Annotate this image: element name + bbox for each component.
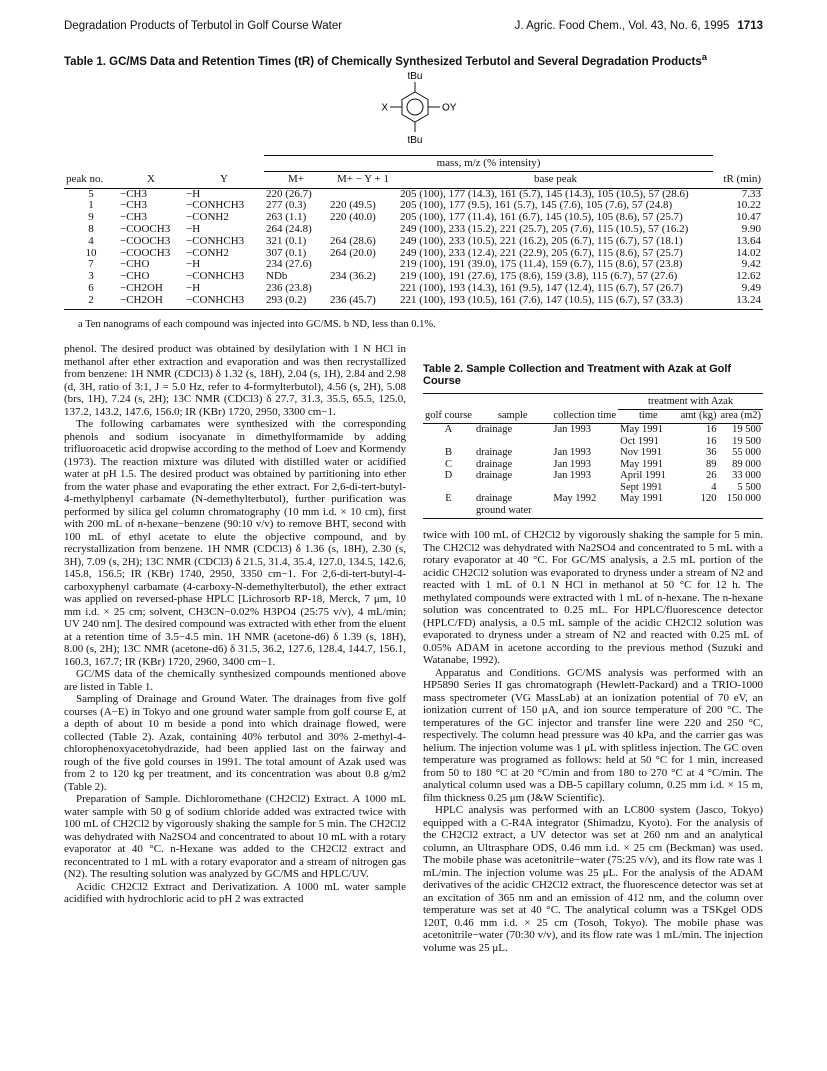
table2-sample-collection (423, 393, 763, 519)
table1-title-text: Table 1. GC/MS Data and Retention Times (tR) of Chemically Synthesized Terbutol and Several Degradation Products (64, 55, 702, 68)
right-column (423, 363, 763, 954)
table-cell: 6 (88, 281, 94, 294)
table-row (64, 236, 763, 248)
table-cell (474, 436, 551, 448)
table-cell: 293 (0.2) (264, 295, 328, 309)
table-cell: D (444, 470, 453, 481)
table-cell: drainage (475, 470, 513, 481)
table-cell: May 1991 (620, 458, 663, 470)
table-cell: 236 (45.7) (328, 295, 398, 309)
table1-mz-header-row (64, 156, 763, 172)
table-cell: 220 (40.0) (330, 211, 376, 224)
terbutol-structure-diagram (360, 68, 470, 150)
table-cell: −CHO (120, 258, 150, 271)
table2-header-row (423, 409, 763, 424)
table-cell: 263 (1.1) (266, 211, 307, 224)
structure-label-left: X (381, 102, 388, 114)
table-cell: 249 (100), 233 (10.5), 221 (16.2), 205 (6.7), 115 (6.7), 57 (18.1) (400, 234, 683, 247)
table-row (423, 436, 763, 448)
table-cell: 150 000 (726, 493, 761, 504)
paragraph: Sampling of Drainage and Ground Water. The drainages from five golf courses (A−E) in Tokyo and one ground water sample from golf course E, at a depth of about 10 m beside a pond into which drainage flowed, were collected (Table 2). Azak, containing 40% terbutol and 30% 2-methyl-4-chlorophenoxyacetohydrazide, had been applied last on the fairway and rough of the five gold courses in 1991. The total amount of Azak used was from 2 to 120 kg per treatment, and its concentration was about 0.8 g/m2 (Table 2). (64, 693, 406, 793)
table-cell: drainage (475, 493, 513, 504)
table-cell: −COOCH3 (120, 246, 171, 259)
table-cell: 249 (100), 233 (12.4), 221 (22.9), 205 (6.7), 115 (8.6), 57 (25.7) (400, 246, 683, 259)
table-cell: Jan 1993 (553, 447, 592, 458)
table-cell: drainage (475, 458, 513, 470)
table-cell: A (444, 424, 453, 435)
table2-body (423, 424, 763, 519)
table-cell (551, 436, 618, 448)
table-cell: 264 (24.8) (266, 222, 312, 235)
table-cell: 220 (26.7) (266, 187, 312, 200)
table1-body (64, 188, 763, 309)
table-cell: 2 (64, 295, 118, 309)
table-cell: Jan 1993 (553, 458, 592, 470)
table-cell (423, 505, 474, 519)
table-cell: −CONH2 (186, 246, 229, 259)
table-cell: −H (186, 187, 201, 200)
table-cell (328, 224, 398, 236)
paragraph: twice with 100 mL of CH2Cl2 by vigorously shaking the sample for 5 min. The CH2Cl2 was dehydrated with Na2SO4 and concentrated to 5 mL with a rotary evaporator at 40 °C. For GC/MS analysis, a 2.5 mL portion of the acidic CH2Cl2 solution was evaporated to dryness under a stream of N2 and reacted with 1 mL of 0.1 N HCl in methanol at 50 °C for 12 h. The methylated compounds were extracted with 1 mL of n-hexane. The n-hexane solution was concentrated to 0.25 mL. For HPLC/fluorescence detector (HPLC/FD) analysis, a 0.5 mL sample of the acidic CH2Cl2 solution was evaporated to dryness under a stream of N2 and reacted with 0.25 mL of 0.05% ADAM in acetone according to the previous method (Suzuki and Watanabe, 1992). (423, 529, 763, 666)
table-cell (551, 482, 618, 494)
table-cell: 264 (28.6) (330, 234, 376, 247)
table-cell: 19 500 (732, 435, 761, 447)
paragraph: HPLC analysis was performed with an LC800 system (Jasco, Tokyo) equipped with a C-R4A integrator (Shimadzu, Kyoto). For the analysis of the CH2Cl2 extract, a UV detector was set at 260 nm and an analytical column, an Ultrasphare ODS, 0.46 mm i.d. × 25 cm (Beckman) was used. The mobile phase was acetonitrile−water (75:25 v/v), and its flow rate was 1 mL/min. The injection volume was 25 μL. For the analysis of the ADAM derivatives of the acidic CH2Cl2 extract, the fluorescence detector was set at an excitation of 365 nm and an emission of 412 nm, and the column over temperature was set at 40 °C. The analytical column was a TSKgel ODS 120T, 0.46 mm i.d. × 25 cm (Tosoh, Tokyo). The mobile phase was acetonitrile−water (70:30 v/v), and its flow rate was 1 mL/min. The injection volume was 25 μL. (423, 804, 763, 954)
table2-col-area: area (m2) (718, 409, 763, 424)
table1-col-base-peak: base peak (398, 171, 713, 188)
table2-col-time: time (618, 409, 678, 424)
paragraph: The following carbamates were synthesized with the corresponding phenols and sodium isocyanate in dimethylformamide by adding trifluoroacetic acid dropwise according to the method of Loev and Kormendy (1973). The reaction mixture was diluted with distilled water or acidified water at pH 1.5. The desired product was obtained by partitioning into ether from the water phase and evaporating the ether extract. For 2,6-di-tert-butyl-4-methylphenyl carbamate (N-demethylterbutol), further purification was performed by silica gel column chromatography (10 mm i.d. × 10 cm), first with 200 mL of n-hexane−benzene (90:10 v/v) to remove BHT, second with 100 mL of ethyl acetate to elute the objective compound, and by recrystallization from benzene. 1H NMR (CDCl3) δ 1.36 (s, 18H), 2.30 (s, 3H), 7.09 (s, 2H); 13C NMR (CDCl3) δ 21.5, 31.4, 35.4, 127.0, 134.5, 142.6, 145.8, 156.5; IR (KBr) 1740, 2950, 3350 cm−1. For 2,6-di-tert-butyl-4-carboxyphenyl carbamate (4-carboxy-N-demethylterbutol), the ether extract was applied on reversed-phase HPLC [Lichrosorb RP-18, Merck, 7 μm, 10 mm i.d. × 25 cm; solvent, CH3CN−0.02% H3PO4 (25:75 v/v), 4 mL/min; UV 240 nm]. The desired compound was extracted with ether from the eluent at a retention time of 3.5−4.5 min. 1H NMR (acetone-d6) δ 1.39 (s, 18H), 8.00 (s, 2H); 13C NMR (acetone-d6) δ 31.5, 36.2, 127.6, 128.4, 144.7, 156.1, 160.3, 167.7; IR (KBr) 1720, 2960, 3400 cm−1. (64, 418, 406, 668)
aromatic-circle (407, 99, 423, 115)
table-cell: −CH3 (120, 199, 147, 212)
table-cell: 33 000 (732, 470, 761, 481)
running-title: Degradation Products of Terbutol in Golf Course Water (64, 20, 343, 32)
table-cell: 4 (88, 234, 94, 247)
left-column (64, 343, 406, 906)
table-cell: 36 (705, 447, 717, 458)
table-cell: E (445, 493, 452, 504)
paragraph: phenol. The desired product was obtained by desilylation with 1 N HCl in methanol after ether extraction and evaporation and was then recrystallized from benzene: 1H NMR (CDCl3) δ 1.32 (s, 18H), 2.04 (s, 1H), 2.84 and 2.98 (d, 3H, ratio of 3:1, J = 5.0 Hz, refer to 4-formylterbutol), 4.56 (s, 2H), 5.08 (brs, 1H), 7.24 (s, 2H); 13C NMR (CDCl3) δ 27.7, 31.3, 35.5, 65.5, 125.0, 137.2, 143.2, 147.6, 156.0; IR (KBr) 1720, 2950, 3300 cm−1. (64, 343, 406, 418)
table-cell: 89 000 (732, 458, 761, 470)
table-cell: Jan 1993 (553, 470, 592, 481)
table-cell: 219 (100), 191 (27.6), 175 (8.6), 159 (3.8), 115 (6.7), 57 (27.6) (400, 270, 678, 283)
paragraph: Preparation of Sample. Dichloromethane (CH2Cl2) Extract. A 1000 mL water sample with 50 g of sodium chloride added was extracted twice with 100 mL of CH2Cl2 by vigorously shaking the sample for 5 min. The CH2Cl2 was dehydrated with Na2SO4 and concentrated to about 10 mL with a rotary evaporator at 40 °C. n-Hexane was added to the CH2Cl2 extract and reconcentrated to 1 mL with a rotary evaporator and a stream of nitrogen gas (N2). The resulting solution was analyzed by GC/MS and HPLC/UV. (64, 793, 406, 880)
table1-title-footnote-mark: a (701, 52, 708, 63)
table-cell: −COOCH3 (120, 222, 171, 235)
table-row (423, 482, 763, 494)
table-cell: 26 (705, 470, 717, 481)
table-cell: B (444, 447, 452, 458)
table-cell (679, 505, 719, 519)
table-cell: 221 (100), 193 (14.3), 161 (9.5), 147 (12.4), 115 (6.7), 57 (26.7) (400, 281, 683, 294)
table-cell: Oct 1991 (620, 435, 659, 447)
table-cell: 9 (88, 211, 94, 224)
table-cell: 55 000 (732, 447, 761, 458)
running-header (64, 20, 763, 38)
table-cell: 16 (705, 435, 717, 447)
table-cell (474, 482, 551, 494)
table-cell: 205 (100), 177 (9.5), 161 (5.7), 145 (7.6), 105 (7.6), 57 (24.8) (400, 199, 673, 212)
table-cell: 221 (100), 193 (10.5), 161 (7.6), 147 (10.5), 115 (6.7), 57 (33.3) (398, 295, 713, 309)
table1-title (64, 52, 763, 68)
table-cell: 234 (27.6) (266, 258, 312, 271)
table-cell: 220 (49.5) (330, 199, 376, 212)
table-row (423, 447, 763, 459)
table-cell: 1 (88, 199, 94, 212)
table-cell: −H (186, 222, 201, 235)
table-cell: 5 (88, 187, 94, 200)
table-cell: C (444, 458, 452, 470)
structure-label-right: OY (442, 102, 457, 114)
table-row (64, 295, 763, 309)
table-cell: −CONHCH3 (186, 199, 245, 212)
table2-col-sample: sample (474, 409, 551, 424)
table-cell: −H (186, 258, 201, 271)
table-row (423, 493, 763, 505)
table-cell: 8 (88, 222, 94, 235)
table2-title: Table 2. Sample Collection and Treatment with Azak at Golf Course (423, 363, 732, 387)
table-cell: 14.02 (736, 246, 761, 259)
table-cell: 219 (100), 191 (39.0), 175 (11.4), 159 (6.7), 115 (8.6), 57 (23.8) (400, 258, 683, 271)
table-cell: 19 500 (732, 424, 761, 435)
table1-mz-header: mass, m/z (% intensity) (264, 156, 713, 172)
table-row (64, 224, 763, 236)
table2-group-row (423, 394, 763, 410)
table-cell: ground water (474, 505, 551, 519)
table-cell: 205 (100), 177 (11.4), 161 (6.7), 145 (10.5), 105 (8.6), 57 (25.7) (400, 211, 683, 224)
table-cell: 236 (23.8) (266, 281, 312, 294)
table-cell (618, 505, 678, 519)
table-cell: 89 (705, 458, 717, 470)
table-cell: 249 (100), 233 (15.2), 221 (25.7), 205 (7.6), 115 (10.5), 57 (16.2) (400, 222, 689, 235)
table2-col-golf-course: golf course (423, 409, 474, 424)
table1-col-mplus: M+ (264, 171, 328, 188)
table-cell: drainage (475, 424, 513, 435)
table-cell: 16 (705, 424, 717, 435)
table-cell: 234 (36.2) (330, 270, 376, 283)
table-cell (423, 482, 474, 494)
table-cell: 7.33 (741, 187, 761, 200)
table-cell: 9.49 (741, 281, 761, 294)
table-cell (718, 505, 763, 519)
table-cell: 205 (100), 177 (14.3), 161 (5.7), 145 (14.3), 105 (10.5), 57 (28.6) (400, 187, 689, 200)
table1-header-row (64, 171, 763, 188)
table-cell: April 1991 (620, 470, 666, 481)
table-cell: 321 (0.1) (266, 234, 307, 247)
table-row (64, 283, 763, 295)
table1-col-mplus-y: M+ − Y + 1 (328, 171, 398, 188)
table-cell: 264 (20.0) (330, 246, 376, 259)
table-cell: NDb (266, 270, 288, 283)
table-cell: 10.22 (736, 199, 761, 212)
table-cell: −H (186, 281, 201, 294)
table1-footnote: a Ten nanograms of each compound was injected into GC/MS. b ND, less than 0.1%. (78, 319, 436, 330)
table-cell: 13.64 (736, 234, 761, 247)
structure-label-bottom: tBu (407, 135, 423, 146)
paragraph: GC/MS data of the chemically synthesized compounds mentioned above are listed in Table 1. (64, 668, 406, 693)
table-cell: −CH3 (120, 187, 147, 200)
table-cell: −CONHCH3 (186, 270, 245, 283)
table-cell: 9.42 (741, 258, 761, 271)
table-row (423, 470, 763, 482)
table-cell: −CH2OH (120, 281, 163, 294)
table-cell: Nov 1991 (620, 447, 662, 458)
table1-col-tr: tR (min) (713, 171, 763, 188)
table2-group-header: treatment with Azak (618, 394, 763, 410)
table-cell: 5 500 (737, 481, 761, 493)
table-row (423, 459, 763, 471)
table-cell: −CONHCH3 (184, 295, 264, 309)
table-cell: 307 (0.1) (266, 246, 307, 259)
paragraph: Apparatus and Conditions. GC/MS analysis was performed with an HP5890 Series II gas chromatograph (Hewlett-Packard) and a TRIO-1000 mass spectrometer (VG MassLab) at an ionization potential of 70 eV, an ionization current of 150 μA, and ion source temperature of 200 °C. The temperatures of the GC injector and transfer line were 220 and 250 °C, respectively. The column head pressure was 40 kPa, and the carrier gas was helium. The injection volume was 1 μL with splitless injection. The GC oven temperature was programed as follows: held at 50 °C for 1 min, increased from 50 to 180 °C at 20 °C/min and from 180 to 270 °C at 4 °C/min. The analytical column used was a DB-5 capillary column, 0.25 mm i.d. × 15 m, film thickness 0.25 μm (J&W Scientific). (423, 666, 763, 804)
table-cell: 10 (85, 246, 97, 259)
table-cell: 120 (700, 493, 717, 504)
table-cell: May 1991 (620, 493, 663, 504)
table-cell: 9.90 (741, 222, 761, 235)
table-cell: Sept 1991 (620, 481, 663, 493)
table1-col-peak: peak no. (64, 171, 118, 188)
table-row (423, 424, 763, 436)
table-cell: −CH2OH (118, 295, 184, 309)
table-cell: May 1992 (553, 493, 597, 504)
page-number: 1713 (737, 20, 763, 32)
benzene-ring (402, 92, 428, 122)
table2-col-collection-time: collection time (551, 409, 618, 424)
table-cell: −CONH2 (186, 211, 229, 224)
journal-citation (515, 20, 763, 32)
table-cell: drainage (475, 447, 513, 458)
table-cell: −CONHCH3 (186, 234, 245, 247)
table-cell: −COOCH3 (120, 234, 171, 247)
table-cell: 3 (88, 270, 94, 283)
table1-col-x: X (118, 171, 184, 188)
table-cell: 7 (88, 258, 94, 271)
table-cell: Jan 1993 (553, 424, 592, 435)
table-cell: −CH3 (120, 211, 147, 224)
structure-label-top: tBu (407, 71, 423, 82)
table-cell (551, 505, 618, 519)
table-row (423, 505, 763, 519)
journal-info: J. Agric. Food Chem., Vol. 43, No. 6, 1995 (514, 20, 730, 32)
table-cell: 13.24 (713, 295, 763, 309)
table-cell: 4 (711, 481, 717, 493)
table-cell: 10.47 (736, 211, 761, 224)
table-cell: May 1991 (620, 424, 663, 435)
table-cell: 12.62 (736, 270, 761, 283)
table2-col-amt: amt (kg) (679, 409, 719, 424)
table-cell: −CHO (120, 270, 150, 283)
table-cell (423, 436, 474, 448)
table-cell (328, 283, 398, 295)
table-cell: 277 (0.3) (266, 199, 307, 212)
paragraph: Acidic CH2Cl2 Extract and Derivatization. A 1000 mL water sample acidified with hydrochloric acid to pH 2 was extracted (64, 880, 406, 905)
table1-col-y: Y (184, 171, 264, 188)
table1-gcms-data (64, 155, 763, 310)
